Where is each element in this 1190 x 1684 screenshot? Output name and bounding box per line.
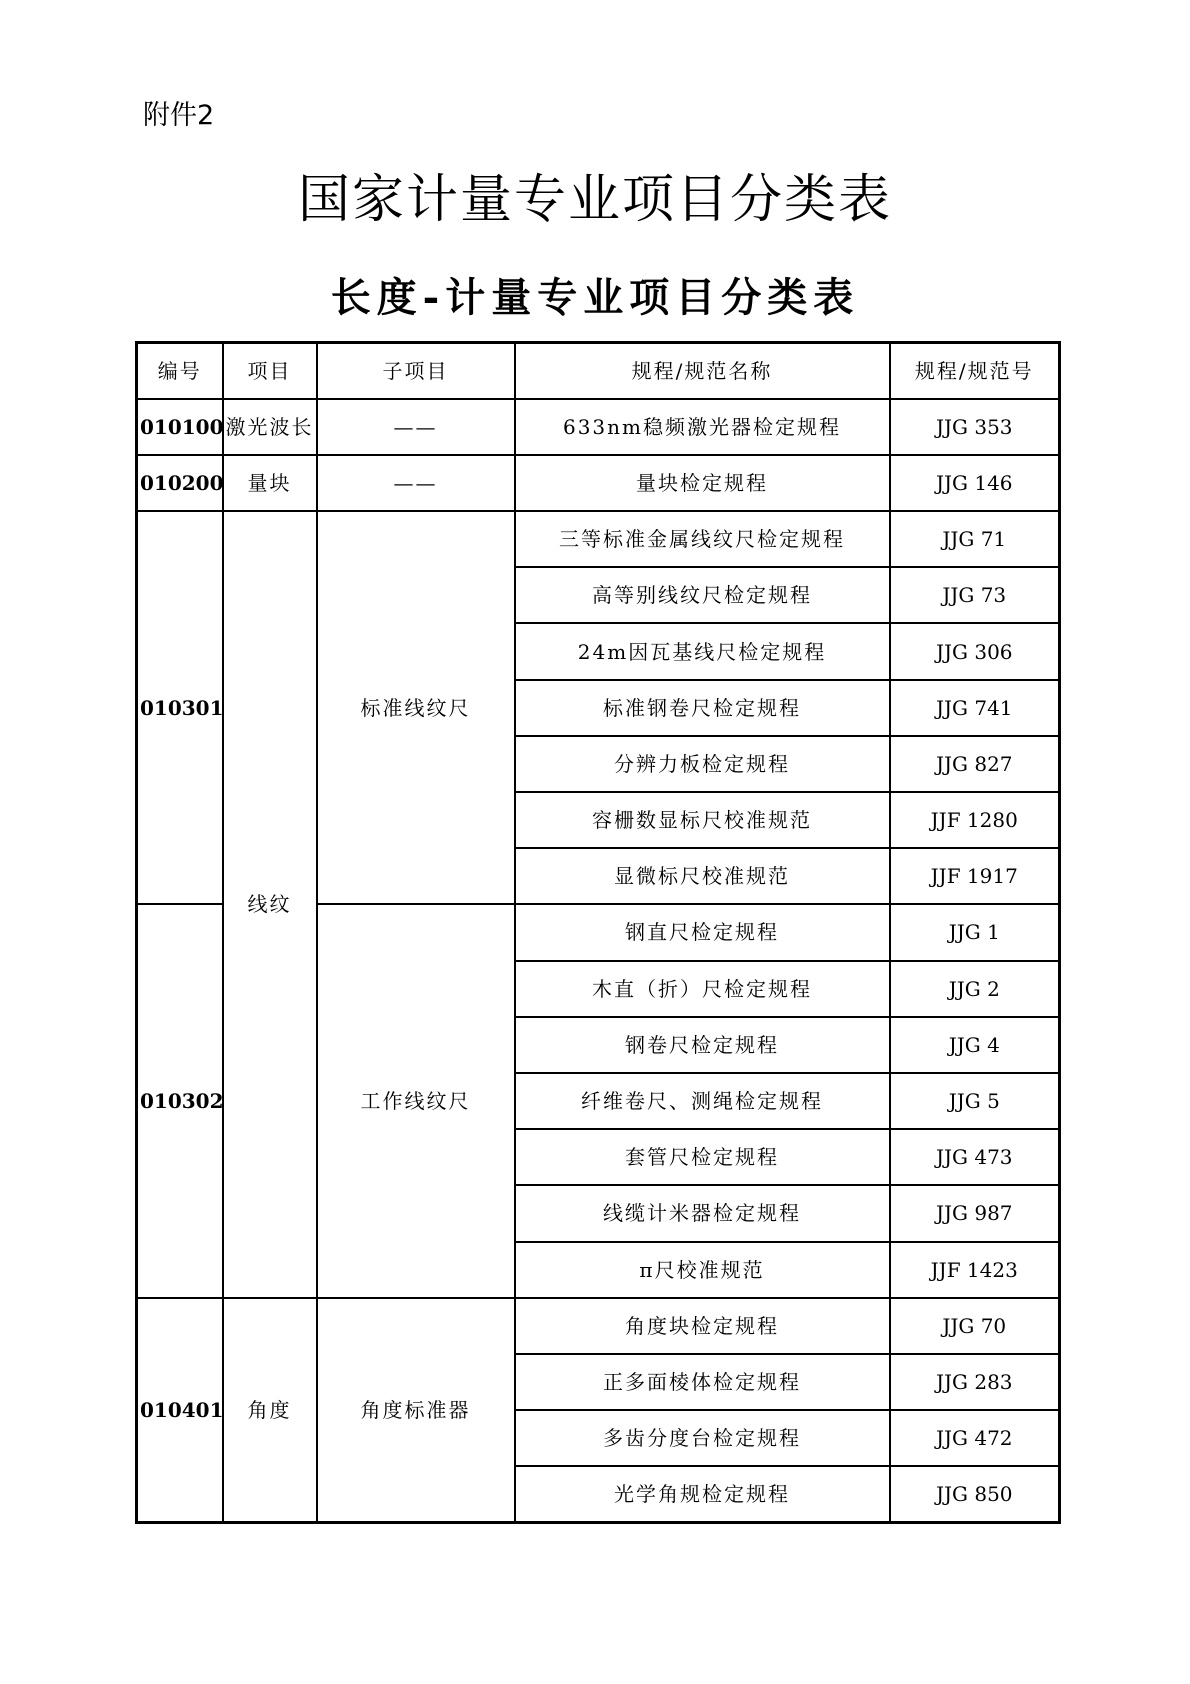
regulation-number-cell: JJG 2 bbox=[890, 961, 1060, 1017]
regulation-number-cell: JJG 827 bbox=[890, 736, 1060, 792]
regulation-name-cell: 三等标准金属线纹尺检定规程 bbox=[515, 511, 890, 567]
page-title: 国家计量专业项目分类表 bbox=[297, 170, 892, 230]
regulation-name-cell: 纤维卷尺、测绳检定规程 bbox=[515, 1073, 890, 1129]
regulation-name-cell: 标准钢卷尺检定规程 bbox=[515, 680, 890, 736]
regulation-number-cell: JJG 70 bbox=[890, 1298, 1060, 1354]
subitem-cell: —— bbox=[317, 399, 515, 455]
subitem-cell: —— bbox=[317, 455, 515, 511]
item-cell: 激光波长 bbox=[223, 399, 317, 455]
table-subtitle: 长度-计量专业项目分类表 bbox=[330, 274, 860, 321]
regulation-name-cell: 套管尺检定规程 bbox=[515, 1129, 890, 1185]
item-cell: 线纹 bbox=[223, 511, 317, 1298]
header-subitem: 子项目 bbox=[317, 343, 515, 399]
regulation-name-cell: π尺校准规范 bbox=[515, 1242, 890, 1298]
subitem-cell: 标准线纹尺 bbox=[317, 511, 515, 904]
code-cell: 010302 bbox=[137, 904, 223, 1297]
attachment-label: 附件2 bbox=[143, 100, 215, 131]
item-cell: 角度 bbox=[223, 1298, 317, 1523]
regulation-name-cell: 光学角规检定规程 bbox=[515, 1466, 890, 1522]
regulation-number-cell: JJF 1423 bbox=[890, 1242, 1060, 1298]
header-regulation-number: 规程/规范号 bbox=[890, 343, 1060, 399]
subitem-cell: 角度标准器 bbox=[317, 1298, 515, 1523]
regulation-name-cell: 角度块检定规程 bbox=[515, 1298, 890, 1354]
regulation-number-cell: JJG 71 bbox=[890, 511, 1060, 567]
regulation-number-cell: JJG 73 bbox=[890, 567, 1060, 623]
table-header-row bbox=[137, 343, 1060, 399]
regulation-name-cell: 正多面棱体检定规程 bbox=[515, 1354, 890, 1410]
code-cell: 010301 bbox=[137, 511, 223, 904]
regulation-number-cell: JJG 473 bbox=[890, 1129, 1060, 1185]
regulation-number-cell: JJG 353 bbox=[890, 399, 1060, 455]
regulation-name-cell: 高等别线纹尺检定规程 bbox=[515, 567, 890, 623]
regulation-name-cell: 线缆计米器检定规程 bbox=[515, 1185, 890, 1241]
regulation-name-cell: 分辨力板检定规程 bbox=[515, 736, 890, 792]
regulation-name-cell: 24m因瓦基线尺检定规程 bbox=[515, 623, 890, 679]
regulation-number-cell: JJG 4 bbox=[890, 1017, 1060, 1073]
regulation-number-cell: JJG 741 bbox=[890, 680, 1060, 736]
subitem-cell: 工作线纹尺 bbox=[317, 904, 515, 1297]
table-row bbox=[137, 455, 1060, 511]
regulation-number-cell: JJF 1917 bbox=[890, 848, 1060, 904]
regulation-number-cell: JJG 1 bbox=[890, 904, 1060, 960]
regulation-name-cell: 木直（折）尺检定规程 bbox=[515, 961, 890, 1017]
regulation-name-cell: 显微标尺校准规范 bbox=[515, 848, 890, 904]
regulation-name-cell: 容栅数显标尺校准规范 bbox=[515, 792, 890, 848]
regulation-name-cell: 钢直尺检定规程 bbox=[515, 904, 890, 960]
regulation-number-cell: JJG 146 bbox=[890, 455, 1060, 511]
regulation-number-cell: JJG 987 bbox=[890, 1185, 1060, 1241]
regulation-name-cell: 多齿分度台检定规程 bbox=[515, 1410, 890, 1466]
code-cell: 010200 bbox=[137, 455, 223, 511]
code-cell: 010401 bbox=[137, 1298, 223, 1523]
regulation-number-cell: JJG 5 bbox=[890, 1073, 1060, 1129]
regulation-number-cell: JJG 472 bbox=[890, 1410, 1060, 1466]
code-cell: 010100 bbox=[137, 399, 223, 455]
regulation-name-cell: 钢卷尺检定规程 bbox=[515, 1017, 890, 1073]
header-code: 编号 bbox=[137, 343, 223, 399]
regulation-number-cell: JJF 1280 bbox=[890, 792, 1060, 848]
classification-table bbox=[135, 341, 1061, 1524]
header-regulation-name: 规程/规范名称 bbox=[515, 343, 890, 399]
regulation-name-cell: 633nm稳频激光器检定规程 bbox=[515, 399, 890, 455]
regulation-number-cell: JJG 306 bbox=[890, 623, 1060, 679]
table-row bbox=[137, 399, 1060, 455]
header-item: 项目 bbox=[223, 343, 317, 399]
regulation-number-cell: JJG 850 bbox=[890, 1466, 1060, 1522]
table-row bbox=[137, 511, 1060, 567]
table-row bbox=[137, 1298, 1060, 1354]
regulation-name-cell: 量块检定规程 bbox=[515, 455, 890, 511]
regulation-number-cell: JJG 283 bbox=[890, 1354, 1060, 1410]
item-cell: 量块 bbox=[223, 455, 317, 511]
